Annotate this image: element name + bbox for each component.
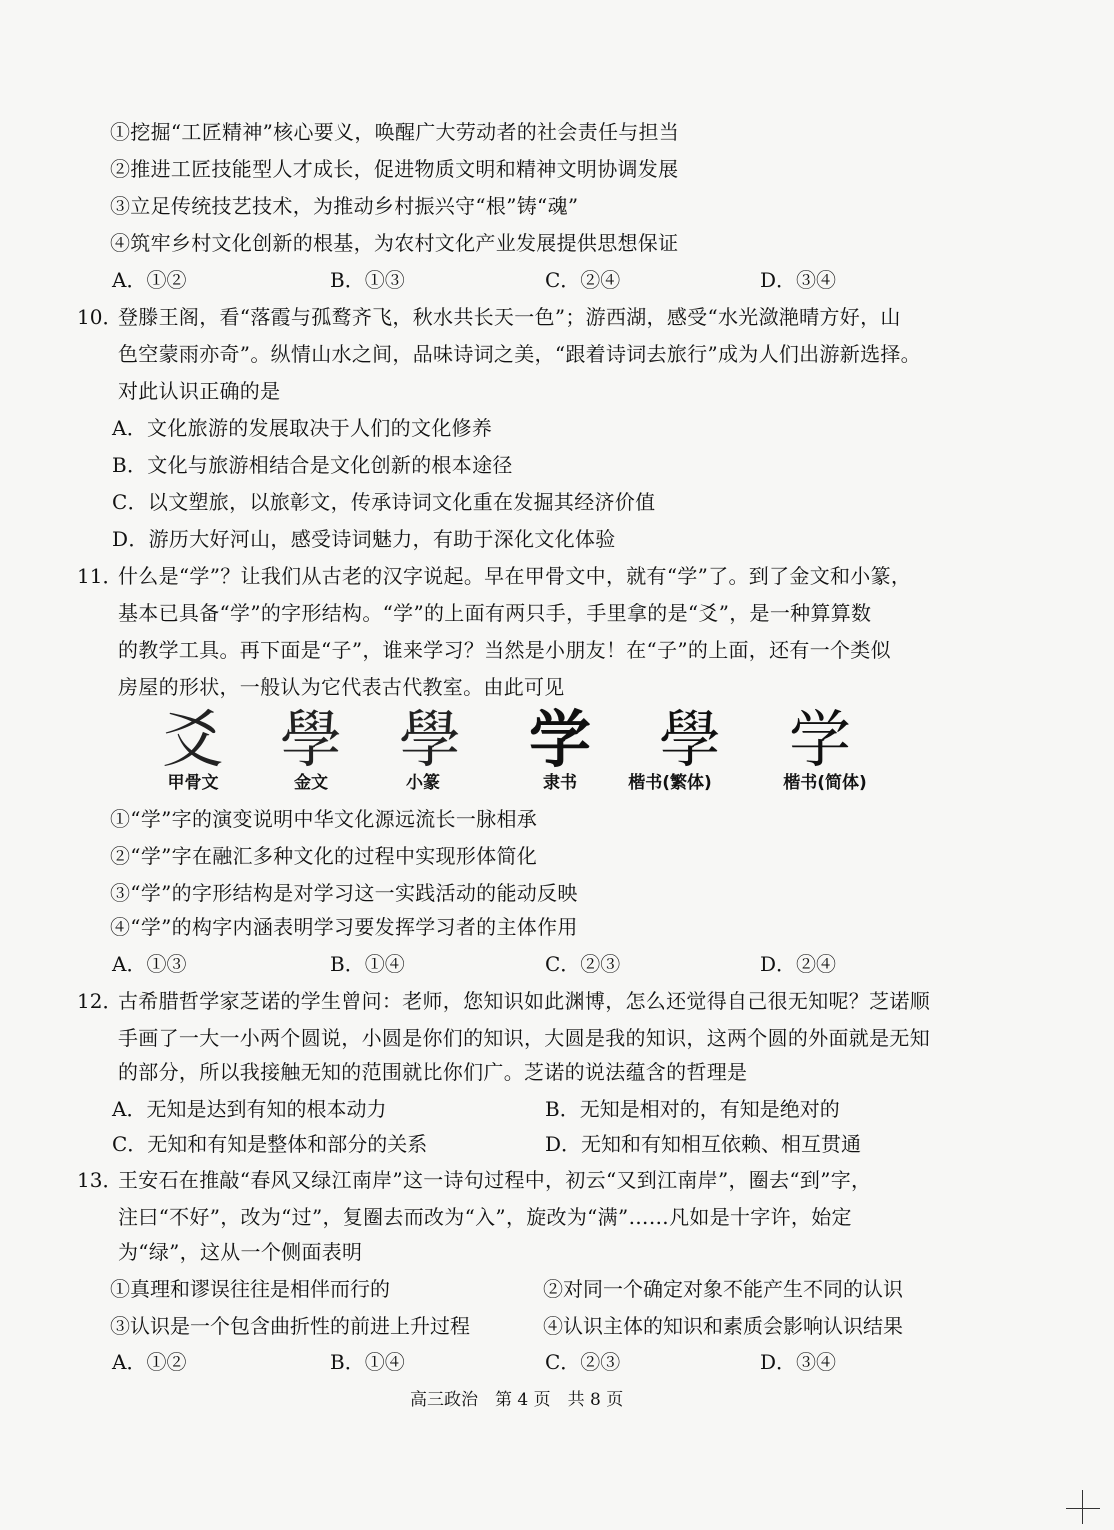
- q11-stem-line-4: 房屋的形状，一般认为它代表古代教室。由此可见: [118, 675, 565, 699]
- oracle-bone-glyph: 爻: [161, 703, 224, 776]
- q13-option-d: D．③④: [760, 1350, 837, 1374]
- traditional-regular-glyph: 學: [658, 703, 721, 776]
- caption-simplified: 楷书(简体): [783, 773, 867, 793]
- caption-small-seal: 小篆: [406, 773, 440, 793]
- q11-option-d: D．②④: [760, 952, 837, 976]
- q13-option-c: C．②③: [545, 1350, 621, 1374]
- q11-item-1: ①“学”字的演变说明中华文化源远流长一脉相承: [110, 807, 538, 831]
- q11-option-c: C．②③: [545, 952, 621, 976]
- q11-item-2: ②“学”字在融汇多种文化的过程中实现形体简化: [110, 844, 538, 868]
- q9-option-c: C．②④: [545, 268, 621, 292]
- q11-stem-line-1: 什么是“学”？让我们从古老的汉字说起。早在甲骨文中，就有“学”了。到了金文和小篆，: [118, 564, 912, 588]
- q12-stem-line-3: 的部分，所以我接触无知的范围就比你们广。芝诺的说法蕴含的哲理是: [118, 1060, 748, 1084]
- q13-item-4: ④认识主体的知识和素质会影响认识结果: [543, 1314, 903, 1338]
- q9-option-d: D．③④: [760, 268, 837, 292]
- q13-item-3: ③认识是一个包含曲折性的前进上升过程: [110, 1314, 470, 1338]
- caption-bronze: 金文: [294, 773, 328, 793]
- q11-item-4: ④“学”的构字内涵表明学习要发挥学习者的主体作用: [110, 915, 578, 939]
- q13-stem-line-3: 为“绿”，这从一个侧面表明: [118, 1240, 363, 1264]
- caption-oracle-bone: 甲骨文: [167, 773, 219, 793]
- q13-number: 13．: [77, 1168, 123, 1192]
- q9-item-1: ①挖掘“工匠精神”核心要义，唤醒广大劳动者的社会责任与担当: [110, 120, 680, 144]
- q9-item-4: ④筑牢乡村文化创新的根基，为农村文化产业发展提供思想保证: [110, 231, 679, 255]
- q10-stem-line-3: 对此认识正确的是: [118, 379, 281, 403]
- q13-stem-line-1: 王安石在推敲“春风又绿江南岸”这一诗句过程中，初云“又到江南岸”，圈去“到”字，: [118, 1168, 872, 1192]
- q13-stem-line-2: 注曰“不好”，改为“过”，复圈去而改为“入”，旋改为“满”……凡如是十字许，始定: [118, 1205, 852, 1229]
- q11-stem-line-3: 的教学工具。再下面是“子”，谁来学习？当然是小朋友！在“子”的上面，还有一个类似: [118, 638, 891, 662]
- simplified-regular-glyph: 学: [788, 703, 851, 776]
- q12-option-a: A．无知是达到有知的根本动力: [112, 1097, 387, 1121]
- q9-option-a: A．①②: [112, 268, 187, 292]
- q13-option-a: A．①②: [112, 1350, 187, 1374]
- q10-stem-line-1: 登滕王阁，看“落霞与孤鹜齐飞，秋水共长天一色”；游西湖，感受“水光潋滟晴方好，山: [118, 305, 901, 329]
- q12-stem-line-1: 古希腊哲学家芝诺的学生曾问：老师，您知识如此渊博，怎么还觉得自己很无知呢？芝诺顺: [118, 989, 930, 1013]
- caption-clerical: 隶书: [543, 773, 577, 793]
- q10-option-a: A．文化旅游的发展取决于人们的文化修养: [112, 416, 493, 440]
- caption-traditional: 楷书(繁体): [628, 773, 712, 793]
- q11-number: 11．: [77, 564, 123, 588]
- clerical-script-glyph: 学: [528, 703, 591, 776]
- small-seal-glyph: 學: [398, 703, 461, 776]
- q12-option-b: B．无知是相对的，有知是绝对的: [545, 1097, 840, 1121]
- q12-stem-line-2: 手画了一大一小两个圆说，小圆是你们的知识，大圆是我的知识，这两个圆的外面就是无知: [118, 1026, 930, 1050]
- q13-item-1: ①真理和谬误往往是相伴而行的: [110, 1277, 390, 1301]
- q9-option-b: B．①③: [330, 268, 405, 292]
- bronze-script-glyph: 學: [279, 703, 342, 776]
- q12-option-d: D．无知和有知相互依赖、相互贯通: [545, 1132, 862, 1156]
- q12-option-c: C．无知和有知是整体和部分的关系: [112, 1132, 428, 1156]
- q9-item-2: ②推进工匠技能型人才成长，促进物质文明和精神文明协调发展: [110, 157, 679, 181]
- page-footer: 高三政治 第 4 页 共 8 页: [410, 1390, 624, 1410]
- q13-item-2: ②对同一个确定对象不能产生不同的认识: [543, 1277, 903, 1301]
- q10-option-c: C．以文塑旅，以旅彰文，传承诗词文化重在发掘其经济价值: [112, 490, 656, 514]
- q11-item-3: ③“学”的字形结构是对学习这一实践活动的能动反映: [110, 881, 578, 905]
- q12-number: 12．: [77, 989, 123, 1013]
- q9-item-3: ③立足传统技艺技术，为推动乡村振兴守“根”铸“魂”: [110, 194, 579, 218]
- crop-mark-vertical: [1082, 1490, 1083, 1524]
- q10-stem-line-2: 色空蒙雨亦奇”。纵情山水之间，品味诗词之美，“跟着诗词去旅行”成为人们出游新选择。: [118, 342, 921, 366]
- q11-option-b: B．①④: [330, 952, 405, 976]
- crop-mark-horizontal: [1066, 1508, 1100, 1509]
- q10-option-d: D．游历大好河山，感受诗词魅力，有助于深化文化体验: [112, 527, 616, 551]
- q10-option-b: B．文化与旅游相结合是文化创新的根本途径: [112, 453, 513, 477]
- q11-option-a: A．①③: [112, 952, 187, 976]
- q11-stem-line-2: 基本已具备“学”的字形结构。“学”的上面有两只手，手里拿的是“爻”，是一种算算数: [118, 601, 872, 625]
- q13-option-b: B．①④: [330, 1350, 405, 1374]
- q10-number: 10．: [77, 305, 123, 329]
